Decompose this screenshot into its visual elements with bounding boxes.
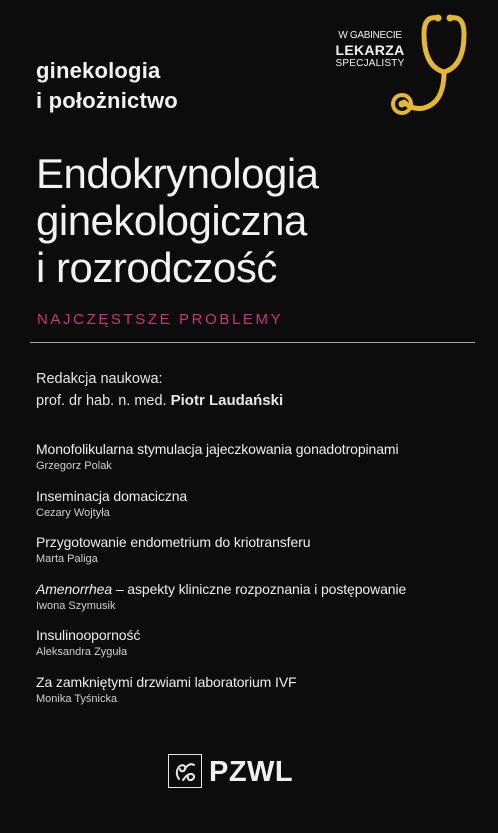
chapter-author: Grzegorz Polak	[36, 460, 112, 472]
series-badge	[330, 12, 480, 132]
book-subtitle: NAJCZĘSTSZE PROBLEMY	[37, 311, 284, 328]
editors	[36, 369, 283, 412]
chapter-author: Iwona Szymusik	[36, 599, 116, 612]
chapter-title: Monofolikularna stymulacja jajeczkowania gonadotropinami	[36, 441, 399, 457]
badge-text	[330, 30, 410, 70]
chapter-item	[36, 580, 476, 627]
chapter-item	[36, 440, 476, 487]
series-line-2: i położnictwo	[36, 88, 178, 113]
chapter-title	[36, 580, 476, 598]
series-label	[36, 56, 178, 116]
chapter-author: Monika Tyśnicka	[36, 692, 118, 705]
chapter-item	[36, 626, 476, 673]
title-line-2: ginekologiczna	[36, 197, 307, 244]
badge-line-3: SPECJALISTY	[335, 58, 405, 69]
chapter-author: Cezary Wojtyła	[36, 506, 110, 519]
book-title	[36, 150, 319, 291]
chapter-title: Insulinooporność	[36, 627, 141, 643]
publisher-name: PZWL	[209, 756, 294, 788]
chapter-item	[36, 533, 476, 580]
chapter-item	[36, 673, 476, 720]
chapter-title: Za zamkniętymi drzwiami laboratorium IVF	[36, 673, 297, 690]
badge-line-2: LEKARZA	[335, 42, 405, 58]
chapter-title: Przygotowanie endometrium do kriotransferu	[36, 534, 311, 550]
badge-line-1: W GABINECIE	[338, 30, 402, 41]
chapter-author: Marta Paliga	[36, 553, 98, 565]
chapter-title-rest: – aspekty kliniczne rozpoznania i postępowanie	[112, 580, 407, 597]
chapter-title: Inseminacja domaciczna	[36, 487, 188, 504]
chapter-list	[36, 440, 476, 719]
divider	[30, 342, 475, 343]
chapter-author: Aleksandra Zyguła	[36, 646, 128, 658]
title-line-3: i rozrodczość	[36, 244, 277, 291]
series-line-1: ginekologia	[36, 58, 161, 83]
chapter-title-italic: Amenorrhea	[36, 580, 113, 597]
editors-label: Redakcja naukowa:	[36, 371, 163, 387]
pzwl-logo-icon	[168, 754, 202, 788]
editor-name: Piotr Laudański	[170, 392, 284, 409]
editor-line	[36, 390, 283, 412]
editor-title: prof. dr hab. n. med.	[36, 393, 167, 409]
chapter-item	[36, 487, 476, 534]
title-line-1: Endokrynologia	[36, 150, 319, 197]
